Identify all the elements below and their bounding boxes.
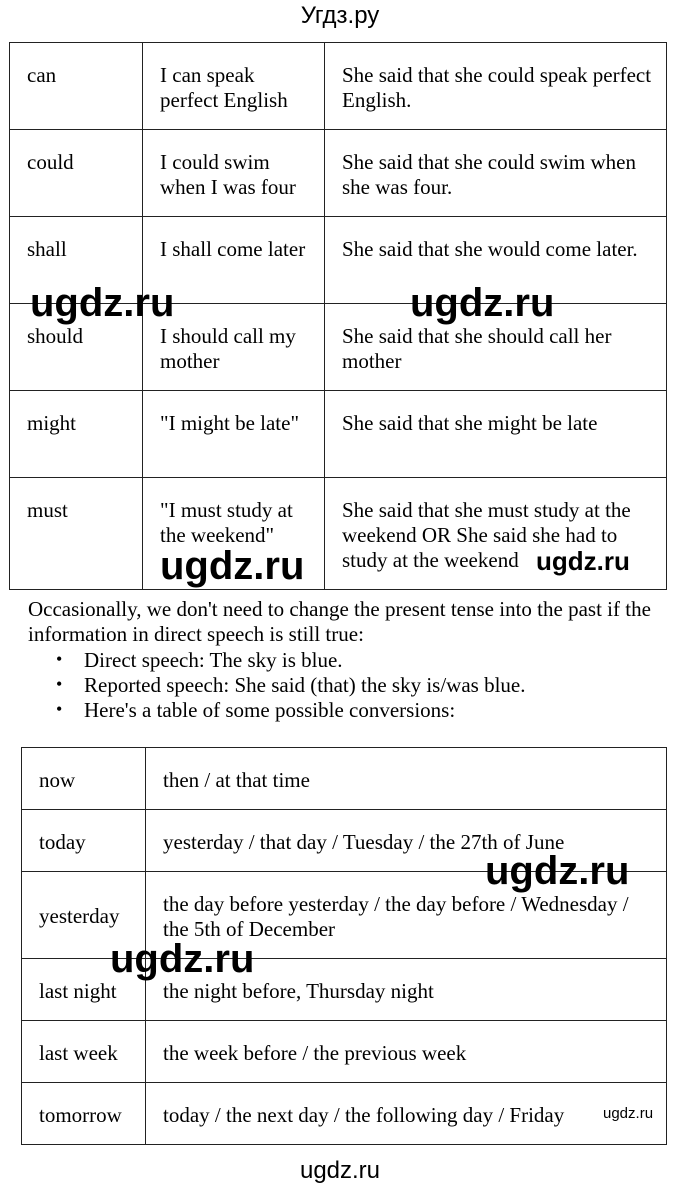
watermark: ugdz.ru bbox=[160, 544, 305, 588]
bullet-list bbox=[56, 648, 525, 723]
table-row bbox=[10, 130, 667, 217]
modal-cell: should bbox=[10, 304, 143, 391]
reported-time-cell: the day before yesterday / the day before / Wednesday / the 5th of December bbox=[146, 872, 667, 959]
reported-speech-cell: She said that she might be late bbox=[325, 391, 667, 478]
modal-cell: can bbox=[10, 43, 143, 130]
direct-time-cell: yesterday bbox=[22, 872, 146, 959]
site-footer: ugdz.ru bbox=[299, 1157, 381, 1184]
direct-speech-cell: I can speak perfect English bbox=[143, 43, 325, 130]
reported-speech-cell: She said that she must study at the weekend OR She said she had to study at the weekend bbox=[325, 478, 667, 590]
watermark: ugdz.ru bbox=[536, 546, 630, 576]
direct-time-cell: today bbox=[22, 810, 146, 872]
direct-time-cell: now bbox=[22, 748, 146, 810]
table-row bbox=[10, 391, 667, 478]
direct-time-cell: last week bbox=[22, 1021, 146, 1083]
list-item: • Here's a table of some possible conversions: bbox=[56, 698, 525, 723]
watermark: ugdz.ru bbox=[110, 937, 255, 981]
modal-cell: could bbox=[10, 130, 143, 217]
direct-speech-cell: I should call my mother bbox=[143, 304, 325, 391]
table-row bbox=[22, 1021, 667, 1083]
reported-time-cell: then / at that time bbox=[146, 748, 667, 810]
reported-time-cell: today / the next day / the following day / Friday bbox=[146, 1083, 667, 1145]
watermark: ugdz.ru bbox=[410, 281, 555, 325]
direct-time-cell: tomorrow bbox=[22, 1083, 146, 1145]
explanation-paragraph: Occasionally, we don't need to change the present tense into the past if the information in direct speech is still true: bbox=[28, 597, 651, 646]
reported-speech-cell: She said that she would come later. bbox=[325, 217, 667, 304]
site-header: Угдз.ру bbox=[300, 2, 380, 29]
modal-cell: must bbox=[10, 478, 143, 590]
table-row bbox=[10, 43, 667, 130]
modal-cell: might bbox=[10, 391, 143, 478]
reported-time-cell: yesterday / that day / Tuesday / the 27th of June bbox=[146, 810, 667, 872]
watermark: ugdz.ru bbox=[30, 281, 175, 325]
direct-speech-cell: I could swim when I was four bbox=[143, 130, 325, 217]
reported-speech-cell: She said that she should call her mother bbox=[325, 304, 667, 391]
reported-speech-cell: She said that she could swim when she was four. bbox=[325, 130, 667, 217]
direct-time-cell: last night bbox=[22, 959, 146, 1021]
table-row bbox=[22, 1083, 667, 1145]
reported-speech-cell: She said that she could speak perfect English. bbox=[325, 43, 667, 130]
watermark: ugdz.ru bbox=[603, 1105, 654, 1122]
direct-speech-cell: "I must study at the weekend" bbox=[143, 478, 325, 590]
table-row bbox=[22, 748, 667, 810]
reported-time-cell: the night before, Thursday night bbox=[146, 959, 667, 1021]
watermark: ugdz.ru bbox=[485, 849, 630, 893]
reported-time-cell: the week before / the previous week bbox=[146, 1021, 667, 1083]
modal-cell: shall bbox=[10, 217, 143, 304]
list-item: • Reported speech: She said (that) the sky is/was blue. bbox=[56, 673, 525, 698]
direct-speech-cell: "I might be late" bbox=[143, 391, 325, 478]
list-item: • Direct speech: The sky is blue. bbox=[56, 648, 525, 673]
direct-speech-cell: I shall come later bbox=[143, 217, 325, 304]
